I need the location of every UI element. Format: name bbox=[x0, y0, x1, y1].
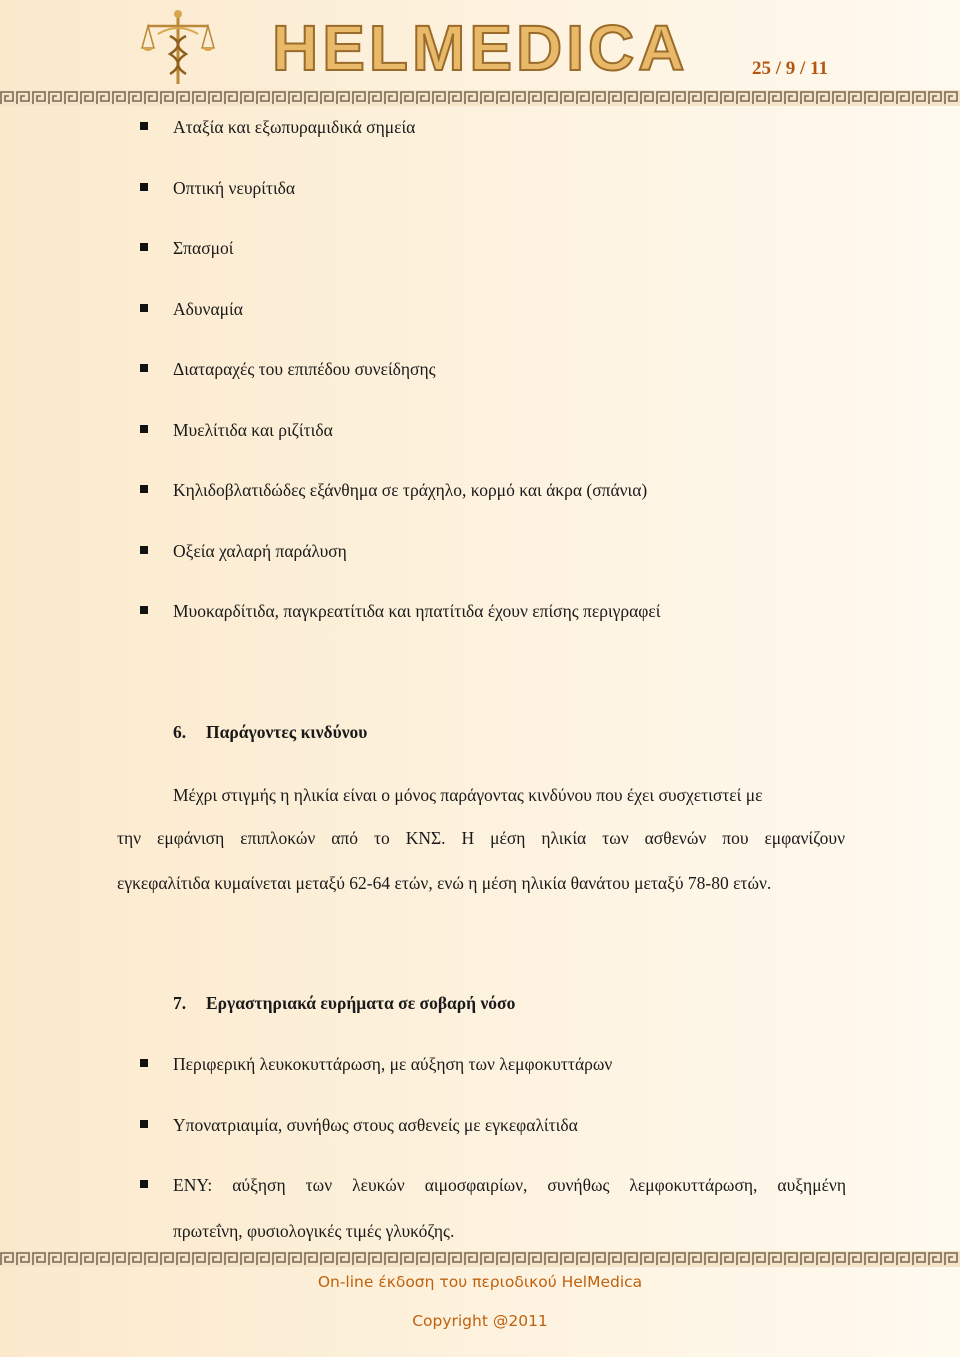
section-number: 6. bbox=[173, 722, 187, 742]
bullet-square-icon bbox=[140, 1059, 148, 1067]
bullet-square-icon bbox=[140, 485, 148, 493]
footer-edition-text: On-line έκδοση του περιοδικού HelMedica bbox=[317, 1273, 643, 1291]
section-heading-7 bbox=[173, 993, 515, 1014]
paragraph-line: εγκεφαλίτιδα κυμαίνεται μεταξύ 62-64 ετών, ενώ η μέση ηλικία θανάτου μεταξύ 78-80 ετών. bbox=[117, 873, 772, 893]
footer-copyright: Copyright @2011 bbox=[412, 1312, 548, 1330]
bullet-square-icon bbox=[140, 364, 148, 372]
paragraph-line: την εμφάνιση επιπλοκών από το ΚΝΣ. Η μέση ηλικία των ασθενών που εμφανίζουν bbox=[117, 828, 845, 848]
bullet-square-icon bbox=[140, 183, 148, 191]
bullet-square-icon bbox=[140, 1120, 148, 1128]
bullet-square-icon bbox=[140, 243, 148, 251]
meander-border-bottom bbox=[0, 1251, 960, 1267]
bullet-square-icon bbox=[140, 304, 148, 312]
paragraph-line: πρωτεΐνη, φυσιολογικές τιμές γλυκόζης. bbox=[173, 1221, 455, 1241]
caduceus-scales-emblem-icon bbox=[140, 8, 216, 86]
section-number: 7. bbox=[173, 993, 187, 1013]
helmedica-logo bbox=[268, 8, 728, 82]
bullet-square-icon bbox=[140, 606, 148, 614]
bullet-square-icon bbox=[140, 1180, 148, 1188]
section-title: Εργαστηριακά ευρήματα σε σοβαρή νόσο bbox=[206, 993, 516, 1013]
bullet-square-icon bbox=[140, 546, 148, 554]
meander-border-top bbox=[0, 90, 960, 106]
page-header bbox=[0, 0, 960, 90]
page-number: 25 / 9 / 11 bbox=[752, 58, 829, 79]
section-title: Παράγοντες κινδύνου bbox=[206, 722, 368, 742]
paragraph-line: Μέχρι στιγμής η ηλικία είναι ο μόνος παράγοντας κινδύνου που έχει συσχετιστεί με bbox=[173, 785, 763, 805]
section-heading-6 bbox=[173, 722, 367, 743]
logo-wordmark: HELMEDICA bbox=[272, 12, 689, 82]
bullet-square-icon bbox=[140, 425, 148, 433]
bullet-square-icon bbox=[140, 122, 148, 130]
